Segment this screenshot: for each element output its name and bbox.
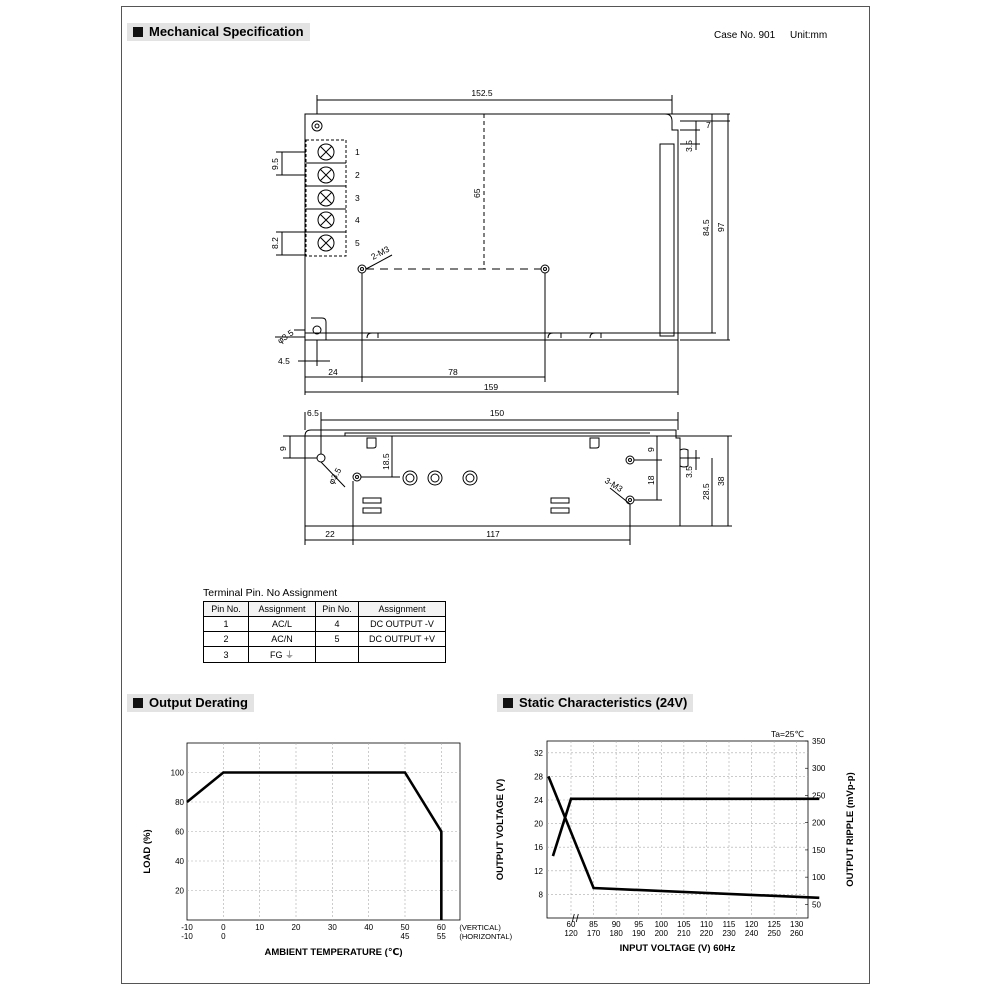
x-tick-label-vertical: 10 [255, 923, 265, 932]
dim-24: 24 [328, 367, 338, 377]
x-tick-label-vertical: 50 [400, 923, 410, 932]
connector-icon [463, 471, 477, 485]
y-right-tick-label: 300 [812, 764, 826, 774]
section-title-text: Static Characteristics (24V) [519, 695, 688, 710]
section-title-text: Mechanical Specification [149, 24, 304, 39]
y-tick-label: 20 [175, 886, 184, 896]
section-derating-title [127, 694, 254, 712]
y-axis-label: LOAD (%) [142, 829, 153, 874]
x-tick-label-bottom: 180 [609, 929, 623, 938]
x-suffix-horizontal: (HORIZONTAL) [459, 932, 513, 941]
dim-159: 159 [483, 382, 499, 392]
table-cell: 5 [316, 632, 359, 647]
dim-8-2: 8.2 [270, 237, 280, 249]
table-cell [316, 647, 359, 663]
vent-slot [363, 498, 381, 503]
heatsink-bar [660, 144, 674, 336]
y-tick-label: 80 [175, 798, 184, 807]
x-tick-label-vertical: -10 [181, 923, 193, 932]
y-left-tick-label: 20 [534, 819, 543, 829]
y-right-axis-label: OUTPUT RIPPLE (mVp-p) [845, 772, 856, 887]
x-axis-label: AMBIENT TEMPERATURE (℃) [264, 947, 403, 958]
x-tick-label-horizontal: 0 [221, 932, 226, 941]
table-cell: AC/L [249, 617, 316, 632]
section-title-text: Output Derating [149, 695, 248, 710]
x-tick-label-bottom: 240 [744, 929, 759, 938]
unit-label: Unit:mm [790, 30, 828, 41]
x-tick-label-bottom: 210 [677, 929, 691, 938]
corner-screw-icon [312, 121, 322, 131]
dim-18-5: 18.5 [381, 453, 391, 470]
x-tick-label-horizontal: -10 [181, 932, 193, 941]
m3-hole-right-icon [541, 265, 549, 273]
table-cell: 1 [204, 617, 249, 632]
dim-9-5: 9.5 [270, 158, 280, 170]
x-tick-label-bottom: 260 [790, 929, 804, 938]
pin-label-4: 4 [355, 215, 360, 225]
dim-65: 65 [472, 188, 482, 198]
x-tick-label-top: 60 [566, 920, 576, 929]
dim-7: 7 [706, 120, 711, 130]
x-tick-label-top: 105 [677, 920, 691, 929]
dim-3-5-top: 3.5 [684, 140, 694, 152]
x-tick-label-vertical: 30 [327, 923, 337, 932]
y-left-tick-label: 32 [534, 748, 543, 758]
y-left-tick-label: 24 [534, 796, 543, 805]
dim-side-phi-3-5: φ3.5 [326, 465, 344, 486]
pin-label-2: 2 [355, 170, 360, 180]
header-assignment-2: Assignment [359, 602, 446, 617]
table-cell: DC OUTPUT -V [359, 617, 446, 632]
x-tick-label-top: 115 [722, 920, 736, 929]
x-tick-label-bottom: 220 [699, 929, 714, 938]
y-left-tick-label: 12 [534, 866, 543, 876]
static-chart [488, 725, 868, 975]
adjust-knob-icon [428, 471, 442, 485]
y-tick-label: 40 [175, 857, 184, 866]
x-tick-label-bottom: 200 [654, 929, 668, 938]
dim-18: 18 [646, 475, 656, 485]
x-tick-label-top: 85 [589, 920, 599, 929]
x-tick-label-bottom: 120 [564, 929, 578, 938]
side-m3-hole-2-icon [626, 456, 634, 464]
x-tick-label-bottom: 230 [722, 929, 736, 938]
top-view-outline [305, 114, 678, 340]
section-marker-icon [133, 698, 143, 708]
pin-label-1: 1 [355, 147, 360, 157]
dim-117: 117 [486, 529, 500, 539]
dim-78: 78 [448, 367, 458, 377]
pin-label-5: 5 [355, 238, 360, 248]
dim-97: 97 [716, 222, 726, 232]
x-tick-label-horizontal: 55 [436, 932, 446, 941]
y-right-tick-label: 150 [812, 845, 826, 855]
dim-22: 22 [325, 529, 335, 539]
table-row [204, 632, 446, 647]
dim-3-5-side: 3.5 [684, 466, 694, 478]
dim-4-5: 4.5 [278, 356, 290, 366]
section-static-title [497, 694, 693, 712]
x-tick-label-top: 90 [611, 920, 621, 929]
side-phi-hole-icon [317, 454, 325, 462]
terminal-screws [306, 144, 346, 251]
y-right-tick-label: 350 [812, 737, 826, 746]
x-tick-label-bottom: 170 [586, 929, 601, 938]
y-left-tick-label: 16 [534, 843, 543, 853]
x-tick-label-horizontal: 45 [400, 932, 410, 941]
section-marker-icon [503, 698, 513, 708]
table-cell: 4 [316, 617, 359, 632]
pin-label-3: 3 [355, 193, 360, 203]
temperature-annotation: Ta=25℃ [771, 729, 804, 739]
case-number: Case No. 901 [714, 30, 776, 41]
dim-6-5: 6.5 [307, 408, 319, 418]
dim-3-m3: 3-M3 [602, 475, 625, 494]
dim-9-right: 9 [646, 447, 656, 452]
table-cell: DC OUTPUT +V [359, 632, 446, 647]
y-tick-label: 100 [170, 768, 184, 778]
led-icon [403, 471, 417, 485]
table-row [204, 617, 446, 632]
y-right-tick-label: 100 [812, 873, 826, 883]
y-left-axis-label: OUTPUT VOLTAGE (V) [495, 778, 506, 881]
y-left-tick-label: 8 [538, 890, 543, 900]
table-cell: 2 [204, 632, 249, 647]
x-tick-label-top: 110 [700, 920, 713, 929]
table-cell: 3 [204, 647, 249, 663]
pin-table-caption: Terminal Pin. No Assignment [203, 587, 338, 599]
x-tick-label-vertical: 20 [291, 923, 301, 932]
dim-84-5: 84.5 [701, 219, 711, 236]
table-cell: AC/N [249, 632, 316, 647]
table-row [204, 647, 446, 663]
x-suffix-vertical: (VERTICAL) [459, 923, 501, 932]
derating-line [187, 773, 441, 921]
table-cell: FG ⏚ [249, 647, 316, 663]
pin-assignment-block [203, 587, 446, 663]
header-assignment-1: Assignment [249, 602, 316, 617]
side-m3-hole-1-icon [353, 473, 361, 481]
x-tick-label-vertical: 60 [436, 923, 446, 932]
dim-phi-3-5: φ3.5 [275, 327, 296, 346]
x-tick-label-top: 130 [790, 920, 804, 929]
dim-28-5: 28.5 [701, 483, 711, 500]
x-tick-label-top: 100 [654, 920, 668, 929]
y-tick-label: 60 [175, 827, 184, 837]
y-right-tick-label: 250 [812, 791, 826, 801]
x-tick-label-top: 125 [767, 920, 781, 929]
table-cell [359, 647, 446, 663]
x-tick-label-top: 120 [744, 920, 759, 929]
dim-2-m3: 2-M3 [369, 243, 392, 262]
x-axis-label: INPUT VOLTAGE (V) 60Hz [619, 943, 736, 954]
x-tick-label-vertical: 0 [221, 923, 226, 932]
pin-assignment-table [203, 601, 446, 663]
m3-hole-left-icon [358, 265, 366, 273]
dim-38: 38 [716, 476, 726, 486]
dim-9-left: 9 [278, 446, 288, 451]
x-tick-label-top: 95 [634, 920, 644, 929]
y-right-tick-label: 200 [812, 818, 826, 828]
side-m3-hole-3-icon [626, 496, 634, 504]
header-pin-no-2: Pin No. [316, 602, 359, 617]
table-header-row [204, 602, 446, 617]
dim-150: 150 [489, 408, 505, 418]
x-tick-label-vertical: 40 [364, 923, 374, 932]
y-right-tick-label: 50 [812, 900, 821, 910]
y-left-tick-label: 28 [534, 772, 543, 782]
x-tick-label-bottom: 250 [767, 929, 781, 938]
dim-152-5: 152.5 [471, 88, 493, 98]
header-pin-no-1: Pin No. [204, 602, 249, 617]
x-tick-label-bottom: 190 [632, 929, 646, 938]
